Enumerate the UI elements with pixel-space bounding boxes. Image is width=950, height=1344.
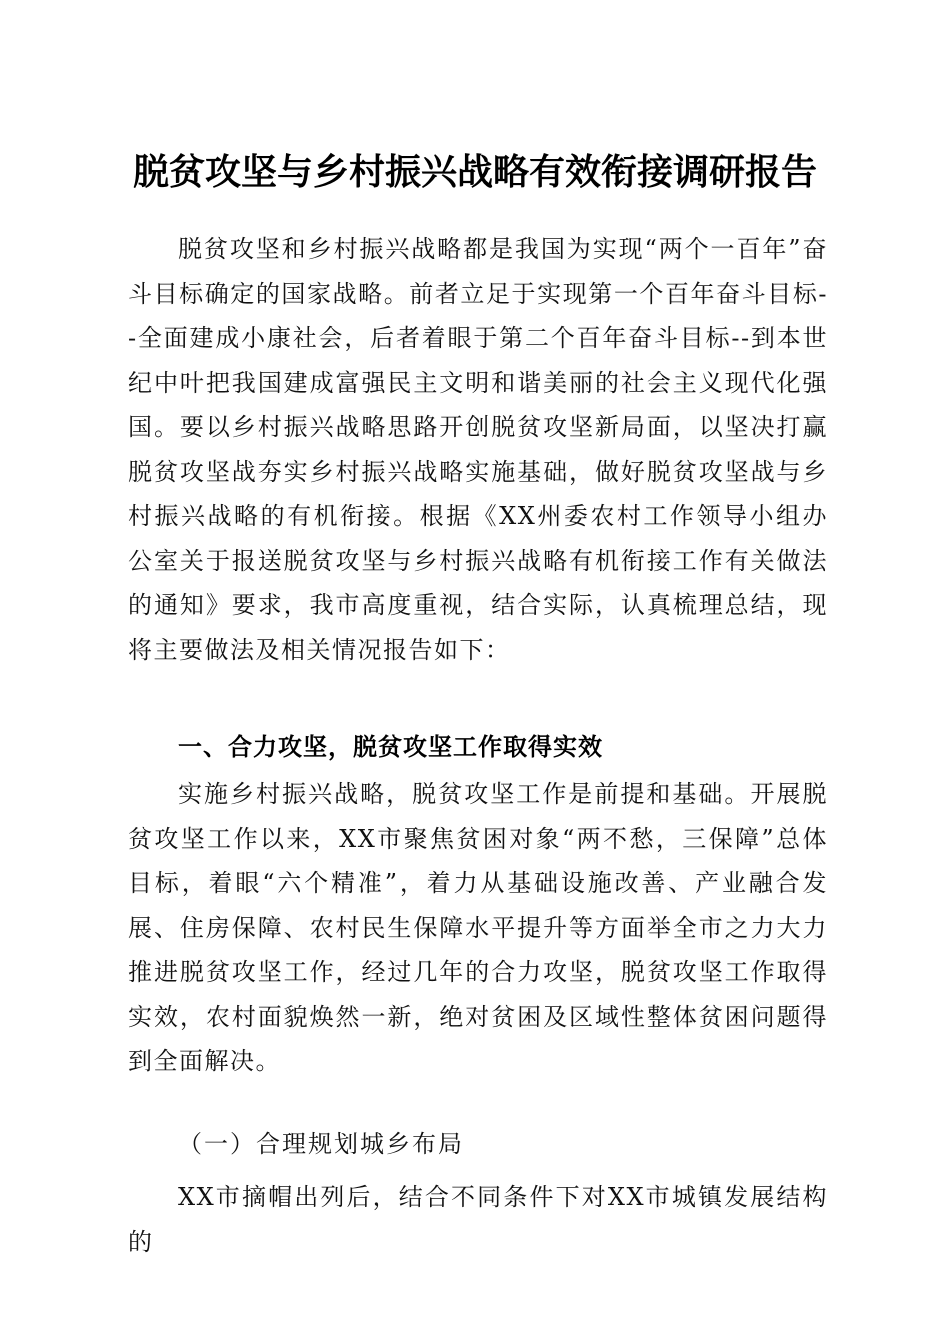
section-heading-1: 一、合力攻坚，脱贫攻坚工作取得实效 (178, 733, 603, 761)
document-title: 脱贫攻坚与乡村振兴战略有效衔接调研报告 (132, 151, 817, 193)
subsection-heading-1: （一）合理规划城乡布局 (178, 1130, 464, 1158)
intro-paragraph: 脱贫攻坚和乡村振兴战略都是我国为实现“两个一百年”奋斗目标确定的国家战略。前者立足于实现第一个百年奋斗目标--全面建成小康社会，后者着眼于第二个百年奋斗目标--到本世纪中叶把我国建成富强民主文明和谐美丽的社会主义现代化强国。要以乡村振兴战略思路开创脱贫攻坚新局面，以坚决打赢脱贫攻坚战夯实乡村振兴战略实施基础，做好脱贫攻坚战与乡村振兴战略的有机衔接。根据《XX州委农村工作领导小组办公室关于报送脱贫攻坚与乡村振兴战略有机衔接工作有关做法的通知》要求，我市高度重视，结合实际，认真梳理总结，现将主要做法及相关情况报告如下： (128, 235, 828, 664)
subsection-1-paragraph: XX市摘帽出列后，结合不同条件下对XX市城镇发展结构的 (128, 1183, 828, 1256)
section-1-paragraph: 实施乡村振兴战略，脱贫攻坚工作是前提和基础。开展脱贫攻坚工作以来，XX市聚焦贫困对象“两不愁，三保障”总体目标，着眼“六个精准”，着力从基础设施改善、产业融合发展、住房保障、农村民生保障水平提升等方面举全市之力大力推进脱贫攻坚工作，经过几年的合力攻坚，脱贫攻坚工作取得实效，农村面貌焕然一新，绝对贫困及区域性整体贫困问题得到全面解决。 (128, 780, 828, 1075)
